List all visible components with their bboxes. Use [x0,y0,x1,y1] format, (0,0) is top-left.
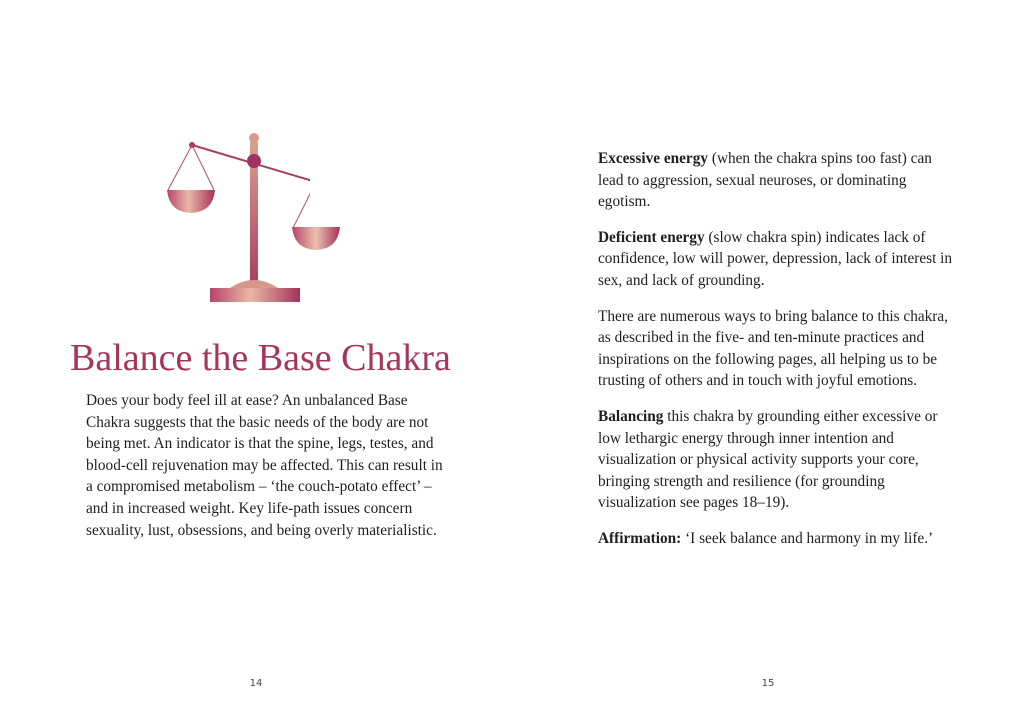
page-number-right: 15 [761,678,775,689]
intro-paragraph: Does your body feel ill at ease? An unbalanced Base Chakra suggests that the basic needs of the body are not being met. An indicator is that the spine, legs, testes, and blood-cell rejuvenation may be affected. This can result in a compromised metabolism – ‘the couch-potato effect’ – and in increased weight. Key life-path issues concern sexuality, lust, obsessions, and being overly materialistic. [86,392,443,539]
right-scale-pan [291,225,341,253]
paragraph-text: (slow chakra spin) indicates lack of confidence, low will power, depression, lack of interest in sex, and lack of grounding. [598,228,953,289]
right-page [512,0,1024,717]
paragraph-text: There are numerous ways to bring balance to this chakra, as described in the five- and ten-minute practices and inspirations on the following pages, all helping us to be trusting of others and in touch with joyful emotions. [598,307,948,390]
paragraph-text: this chakra by grounding either excessive or low lethargic energy through inner intention and visualization or physical activity supports your core, bringing strength and resilience (for grounding visualization see pages 18–19). [598,407,938,512]
paragraph-deficient-energy [598,227,953,292]
balance-scale-icon [160,130,310,310]
paragraph-balancing [598,406,953,514]
paragraph-affirmation [598,528,953,550]
page-number-left: 14 [249,678,263,689]
paragraph-lead: Balancing [598,407,664,425]
paragraph-lead: Deficient energy [598,228,705,246]
paragraph-excessive-energy [598,148,953,213]
right-column [598,148,953,564]
page-title: Balance the Base Chakra [70,337,451,379]
paragraph-text: (when the chakra spins too fast) can lead to aggression, sexual neuroses, or dominating egotism. [598,150,932,211]
paragraph-lead: Excessive energy [598,150,709,167]
paragraph-lead: Affirmation: [598,529,682,547]
paragraph-balance-ways [598,306,953,392]
paragraph-text: ‘I seek balance and harmony in my life.’ [681,529,934,547]
